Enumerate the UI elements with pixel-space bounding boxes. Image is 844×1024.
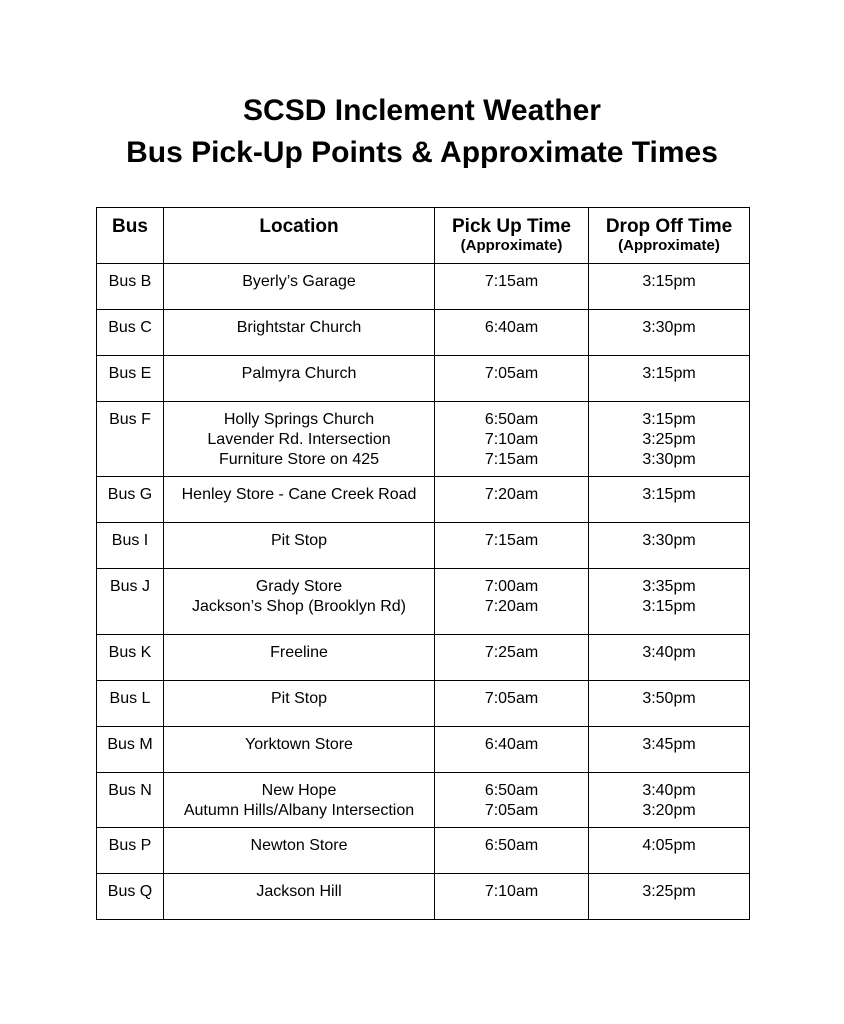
bus-name: Bus I [111,532,149,549]
title-line-1: SCSD Inclement Weather [243,94,601,127]
bus-cell [97,681,164,727]
dropoff-time: 3:15pm [642,411,696,428]
pickup-time: 7:20am [484,486,539,503]
dropoff-time-cell [589,727,750,773]
bus-name: Bus E [108,365,152,382]
header-location-label: Location [259,216,339,237]
table-row [97,773,750,828]
location-cell [164,310,435,356]
dropoff-time-cell [589,773,750,828]
bus-name: Bus B [108,273,152,290]
dropoff-time-cell [589,569,750,635]
bus-name: Bus K [108,644,152,661]
bus-cell [97,635,164,681]
bus-name: Bus Q [107,883,153,900]
dropoff-time-cell [589,477,750,523]
location-cell [164,356,435,402]
location: New Hope [261,782,337,799]
dropoff-time-cell [589,402,750,477]
dropoff-time: 3:45pm [642,736,696,753]
pickup-time-cell [435,310,589,356]
dropoff-time: 3:25pm [642,883,696,900]
pickup-time-cell [435,635,589,681]
location: Lavender Rd. Intersection [207,431,391,448]
pickup-time: 7:00am [484,578,539,595]
header-bus [97,208,164,264]
pickup-time: 6:50am [484,837,539,854]
table-body [97,264,750,920]
dropoff-time-cell [589,828,750,874]
pickup-time-cell [435,356,589,402]
bus-name: Bus G [107,486,153,503]
dropoff-time: 3:40pm [642,782,696,799]
dropoff-time-cell [589,681,750,727]
dropoff-time: 3:30pm [642,532,696,549]
table-row [97,402,750,477]
location: Jackson’s Shop (Brooklyn Rd) [191,598,407,615]
location-cell [164,264,435,310]
dropoff-time: 3:15pm [642,598,696,615]
bus-cell [97,402,164,477]
dropoff-time: 3:50pm [642,690,696,707]
pickup-time-cell [435,681,589,727]
pickup-time: 7:15am [484,451,539,468]
pickup-time: 7:25am [484,644,539,661]
table-row [97,264,750,310]
bus-name: Bus F [109,411,151,428]
location-cell [164,727,435,773]
pickup-time-cell [435,828,589,874]
location-cell [164,523,435,569]
dropoff-time: 3:40pm [642,644,696,661]
bus-cell [97,356,164,402]
pickup-time-cell [435,727,589,773]
pickup-time-cell [435,523,589,569]
dropoff-time-cell [589,523,750,569]
location: Palmyra Church [241,365,357,382]
location-cell [164,773,435,828]
pickup-time-cell [435,569,589,635]
table-row [97,356,750,402]
pickup-time: 6:40am [484,736,539,753]
dropoff-time: 3:30pm [642,319,696,336]
location: Brightstar Church [236,319,362,336]
table-row [97,310,750,356]
pickup-time: 7:15am [484,532,539,549]
table-row [97,569,750,635]
bus-cell [97,727,164,773]
bus-cell [97,523,164,569]
location: Henley Store - Cane Creek Road [181,486,417,503]
table-row [97,874,750,920]
table-row [97,727,750,773]
bus-name: Bus C [108,319,152,336]
table-row [97,523,750,569]
location-cell [164,477,435,523]
location-cell [164,681,435,727]
pickup-time: 6:50am [484,411,539,428]
location: Jackson Hill [256,883,342,900]
pickup-time-cell [435,264,589,310]
pickup-time-cell [435,773,589,828]
table-row [97,635,750,681]
table-header-row [97,208,750,264]
header-pickup-sub: (Approximate) [460,237,563,254]
location-cell [164,828,435,874]
pickup-time: 7:05am [484,802,539,819]
bus-name: Bus L [109,690,151,707]
dropoff-time-cell [589,635,750,681]
table-row [97,477,750,523]
location: Holly Springs Church [223,411,375,428]
pickup-time-cell [435,477,589,523]
dropoff-time: 3:15pm [642,486,696,503]
table-row [97,681,750,727]
dropoff-time: 3:30pm [642,451,696,468]
dropoff-time: 4:05pm [642,837,696,854]
bus-name: Bus J [109,578,150,595]
table-row [97,828,750,874]
bus-cell [97,310,164,356]
pickup-time-cell [435,402,589,477]
bus-cell [97,477,164,523]
bus-cell [97,828,164,874]
location: Autumn Hills/Albany Intersection [183,802,415,819]
location-cell [164,569,435,635]
location: Grady Store [255,578,343,595]
dropoff-time: 3:25pm [642,431,696,448]
dropoff-time: 3:20pm [642,802,696,819]
pickup-time: 7:05am [484,690,539,707]
location: Pit Stop [270,690,328,707]
location-cell [164,635,435,681]
dropoff-time-cell [589,356,750,402]
bus-schedule-table [96,207,750,920]
location: Byerly’s Garage [242,273,356,290]
bus-cell [97,264,164,310]
header-dropoff-sub: (Approximate) [618,237,720,254]
header-dropoff-label: Drop Off Time [605,216,733,237]
dropoff-time-cell [589,264,750,310]
bus-cell [97,874,164,920]
pickup-time: 6:40am [484,319,539,336]
header-pickup-label: Pick Up Time [452,216,571,237]
header-pickup [435,208,589,264]
document-title [0,90,844,174]
bus-name: Bus M [107,736,153,753]
pickup-time: 7:15am [484,273,539,290]
bus-cell [97,773,164,828]
header-location [164,208,435,264]
dropoff-time-cell [589,310,750,356]
location: Newton Store [250,837,348,854]
bus-name: Bus N [108,782,152,799]
pickup-time-cell [435,874,589,920]
pickup-time: 6:50am [484,782,539,799]
pickup-time: 7:10am [484,883,539,900]
dropoff-time: 3:15pm [642,273,696,290]
header-bus-label: Bus [112,216,148,237]
dropoff-time: 3:15pm [642,365,696,382]
dropoff-time-cell [589,874,750,920]
location: Yorktown Store [245,736,353,753]
location: Freeline [270,644,328,661]
location-cell [164,402,435,477]
location: Pit Stop [270,532,328,549]
location: Furniture Store on 425 [218,451,380,468]
location-cell [164,874,435,920]
pickup-time: 7:05am [484,365,539,382]
pickup-time: 7:20am [484,598,539,615]
dropoff-time: 3:35pm [642,578,696,595]
header-dropoff [589,208,750,264]
pickup-time: 7:10am [484,431,539,448]
bus-name: Bus P [108,837,152,854]
title-line-2: Bus Pick-Up Points & Approximate Times [126,136,718,169]
bus-cell [97,569,164,635]
